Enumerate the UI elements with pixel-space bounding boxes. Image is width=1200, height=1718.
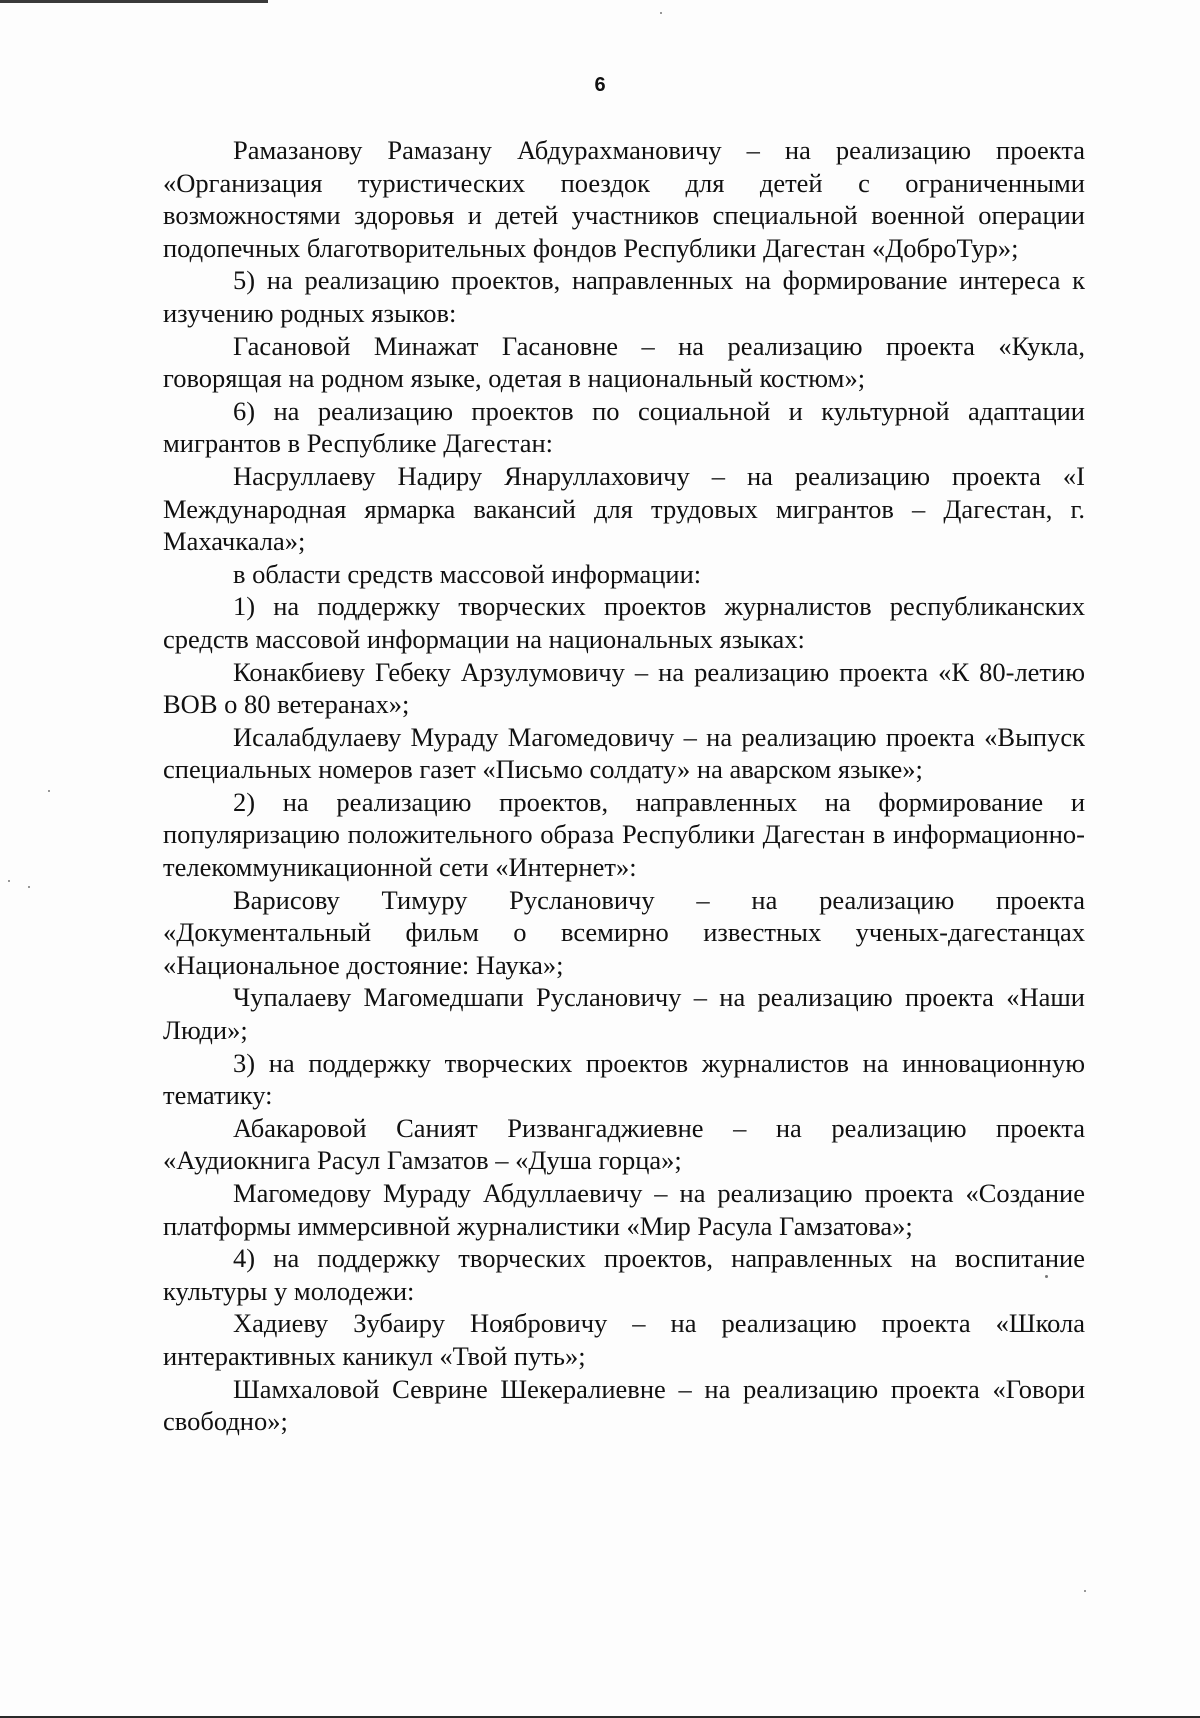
paragraph: Насруллаеву Надиру Янаруллаховичу – на реализацию проекта «I Международная ярмарка вакансий для трудовых мигрантов – Дагестан, г. Махачкала»; [163,460,1085,557]
paragraph: Магомедову Мураду Абдуллаевичу – на реализацию проекта «Создание платформы иммерсивной журналистики «Мир Расула Гамзатова»; [163,1178,1085,1241]
paragraph: Конакбиеву Гебеку Арзулумовичу – на реализацию проекта «К 80-летию ВОВ о 80 ветеранах»; [163,656,1085,720]
document-body [163,134,1085,1438]
paragraph: в области средств массовой информации: [233,558,702,589]
paragraph: Хадиеву Зубаиру Ноябровичу – на реализацию проекта «Школа интерактивных каникул «Твой путь»; [163,1308,1085,1371]
paragraph: Рамазанову Рамазану Абдурахмановичу – на реализацию проекта «Организация туристических поездок для детей с ограниченными возможностями здоровья и детей участников специальной военной операции подопечных благотворительных фондов Республики Дагестан «ДоброТур»; [163,135,1085,263]
paragraph: Абакаровой Саният Ризвангаджиевне – на реализацию проекта «Аудиокнига Расул Гамзатов – «Душа горца»; [163,1112,1085,1176]
paragraph: Гасановой Минажат Гасановне – на реализацию проекта «Кукла, говорящая на родном языке, одетая в национальный костюм»; [163,330,1085,394]
scan-speck [28,886,30,888]
paragraph: Шамхаловой Севрине Шекералиевне – на реализацию проекта «Говори свободно»; [163,1373,1085,1437]
paragraph: 4) на поддержку творческих проектов, направленных на воспитание культуры у молодежи: [163,1243,1085,1306]
scan-speck [48,790,50,792]
paragraph: 1) на поддержку творческих проектов журналистов республиканских средств массовой информации на национальных языках: [163,591,1085,654]
paragraph: Варисову Тимуру Руслановичу – на реализацию проекта «Документальный фильм о всемирно известных ученых-дагестанцах «Национальное достояние: Наука»; [163,884,1085,980]
scan-speck [1045,1275,1048,1278]
scan-speck [660,12,662,14]
paragraph: 2) на реализацию проектов, направленных на формирование и популяризацию положительного образа Республики Дагестан в информационно-телекоммуникационной сети «Интернет»: [163,786,1085,883]
paragraph: 5) на реализацию проектов, направленных на формирование интереса к изучению родных языков: [163,265,1085,328]
paragraph: Исалабдулаеву Мураду Магомедовичу – на реализацию проекта «Выпуск специальных номеров газет «Письмо солдату» на аварском языке»; [163,721,1085,785]
scan-edge-top [0,0,268,3]
paragraph: 6) на реализацию проектов по социальной и культурной адаптации мигрантов в Республике Дагестан: [163,395,1085,459]
scan-speck [8,880,10,882]
page-number: 6 [594,74,606,96]
paragraph: Чупалаеву Магомедшапи Руслановичу – на реализацию проекта «Наши Люди»; [163,982,1085,1046]
paragraph: 3) на поддержку творческих проектов журналистов на инновационную тематику: [163,1047,1085,1111]
scan-speck [1084,1590,1086,1592]
